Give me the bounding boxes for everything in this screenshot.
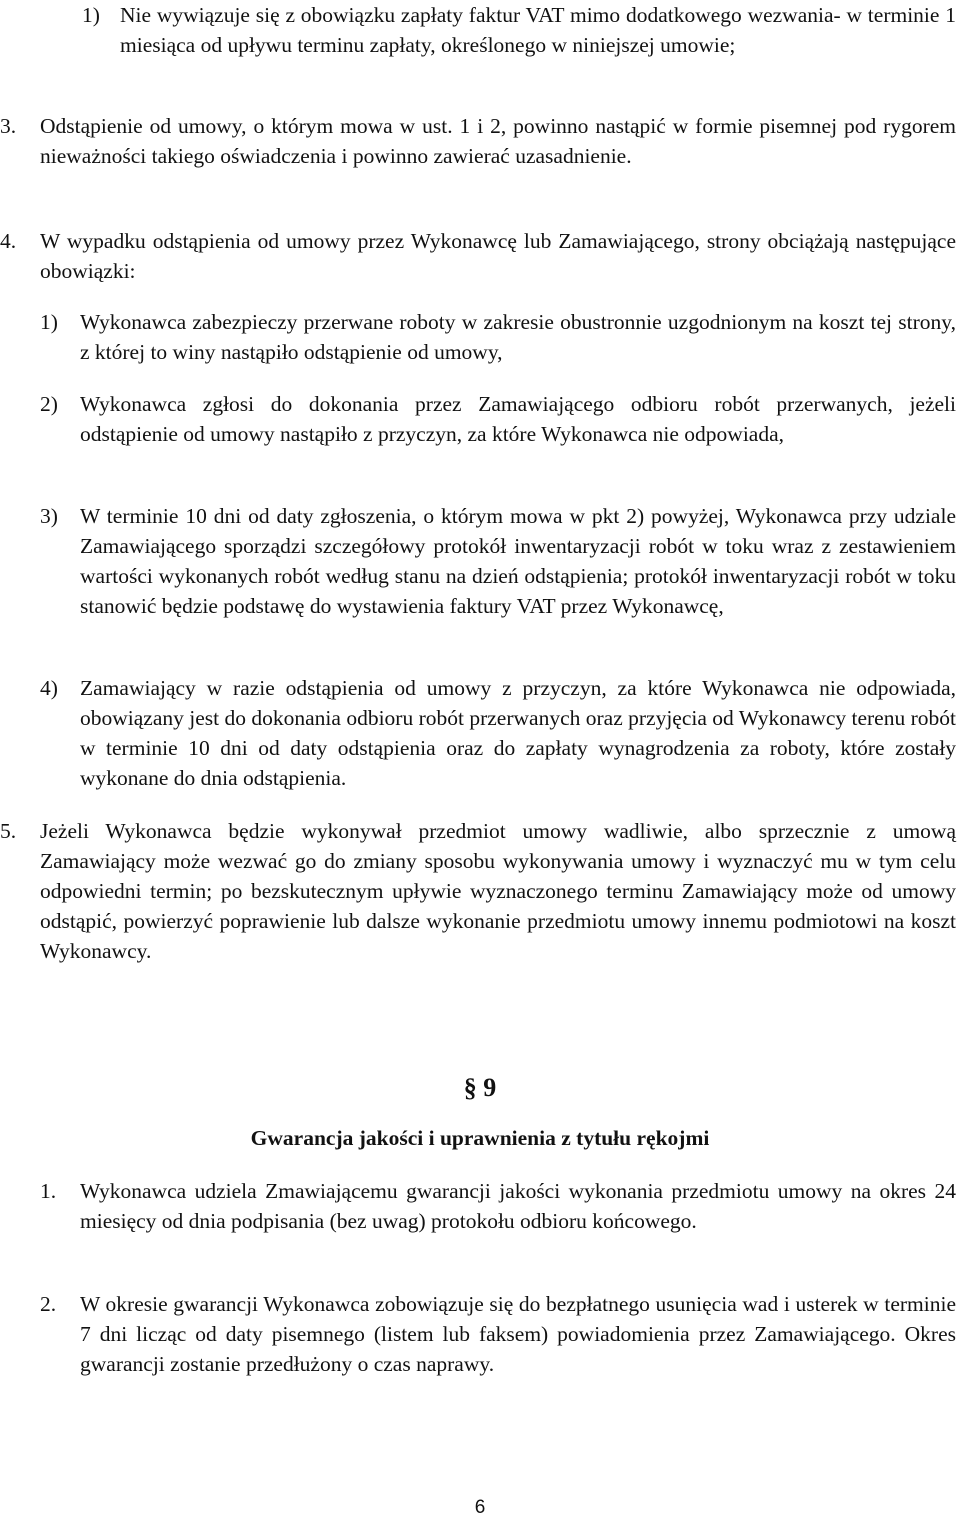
list-item-text: Nie wywiązuje się z obowiązku zapłaty faktur VAT mimo dodatkowego wezwania- w terminie 1 miesiąca od upływu terminu zapłaty, określonego w niniejszej umowie;: [120, 3, 956, 57]
list-number: 1): [82, 3, 100, 27]
page-number: 6: [474, 1497, 486, 1518]
paragraph-text: W wypadku odstąpienia od umowy przez Wykonawcę lub Zamawiającego, strony obciążają następujące obowiązki:: [40, 229, 956, 283]
list-item-text: Wykonawca zabezpieczy przerwane roboty w zakresie obustronnie uzgodnionym na koszt tej strony, z której to winy nastąpiło odstąpienie od umowy,: [80, 310, 956, 364]
paragraph-number: 4.: [0, 229, 17, 253]
paragraph-text: Jeżeli Wykonawca będzie wykonywał przedmiot umowy wadliwie, albo sprzecznie z umową Zamawiający może wezwać go do zmiany sposobu wykonywania umowy i wyznaczyć mu w tym celu odpowiedni termin; po bezskutecznym upływie wyznaczonego terminu Zamawiający może od umowy odstąpić, powierzyć poprawienie lub dalsze wykonanie przedmiotu umowy innemu podmiotowi na koszt Wykonawcy.: [40, 819, 956, 963]
paragraph-text: Odstąpienie od umowy, o którym mowa w ust. 1 i 2, powinno nastąpić w formie pisemnej pod rygorem nieważności takiego oświadczenia i powinno zawierać uzasadnienie.: [40, 114, 956, 168]
paragraph-number: 5.: [0, 819, 17, 843]
section-symbol: § 9: [463, 1073, 497, 1102]
list-item-text: W terminie 10 dni od daty zgłoszenia, o którym mowa w pkt 2) powyżej, Wykonawca przy udziale Zamawiającego sporządzi szczegółowy protokół inwentaryzacji robót w toku wraz z zestawieniem wartości wykonanych robót według stanu na dzień odstąpienia; protokół inwentaryzacji robót w toku stanowić będzie podstawę do wystawienia faktury VAT przez Wykonawcę,: [80, 504, 956, 618]
list-number: 2.: [40, 1292, 57, 1316]
list-number: 2): [40, 392, 58, 416]
list-number: 1.: [40, 1179, 57, 1203]
list-item-text: W okresie gwarancji Wykonawca zobowiązuje się do bezpłatnego usunięcia wad i usterek w terminie 7 dni licząc od daty pisemnego (listem lub faksem) powiadomienia przez Zamawiającego. Okres gwarancji zostanie przedłużony o czas naprawy.: [80, 1292, 956, 1376]
list-item-text: Wykonawca zgłosi do dokonania przez Zamawiającego odbioru robót przerwanych, jeżeli odstąpienie od umowy nastąpiło z przyczyn, za które Wykonawca nie odpowiada,: [80, 392, 956, 446]
list-number: 4): [40, 676, 58, 700]
paragraph-number: 3.: [0, 114, 17, 138]
section-title: Gwarancja jakości i uprawnienia z tytułu rękojmi: [250, 1126, 710, 1150]
list-item-text: Zamawiający w razie odstąpienia od umowy z przyczyn, za które Wykonawca nie odpowiada, obowiązany jest do dokonania odbioru robót przerwanych oraz przyjęcia od Wykonawcy terenu robót w terminie 10 dni od daty odstąpienia oraz do zapłaty wynagrodzenia za roboty, które zostały wykonane do dnia odstąpienia.: [80, 676, 956, 790]
list-number: 1): [40, 310, 58, 334]
list-item-text: Wykonawca udziela Zmawiającemu gwarancji jakości wykonania przedmiotu umowy na okres 24 miesięcy od dnia podpisania (bez uwag) protokołu odbioru końcowego.: [80, 1179, 956, 1233]
list-number: 3): [40, 504, 58, 528]
